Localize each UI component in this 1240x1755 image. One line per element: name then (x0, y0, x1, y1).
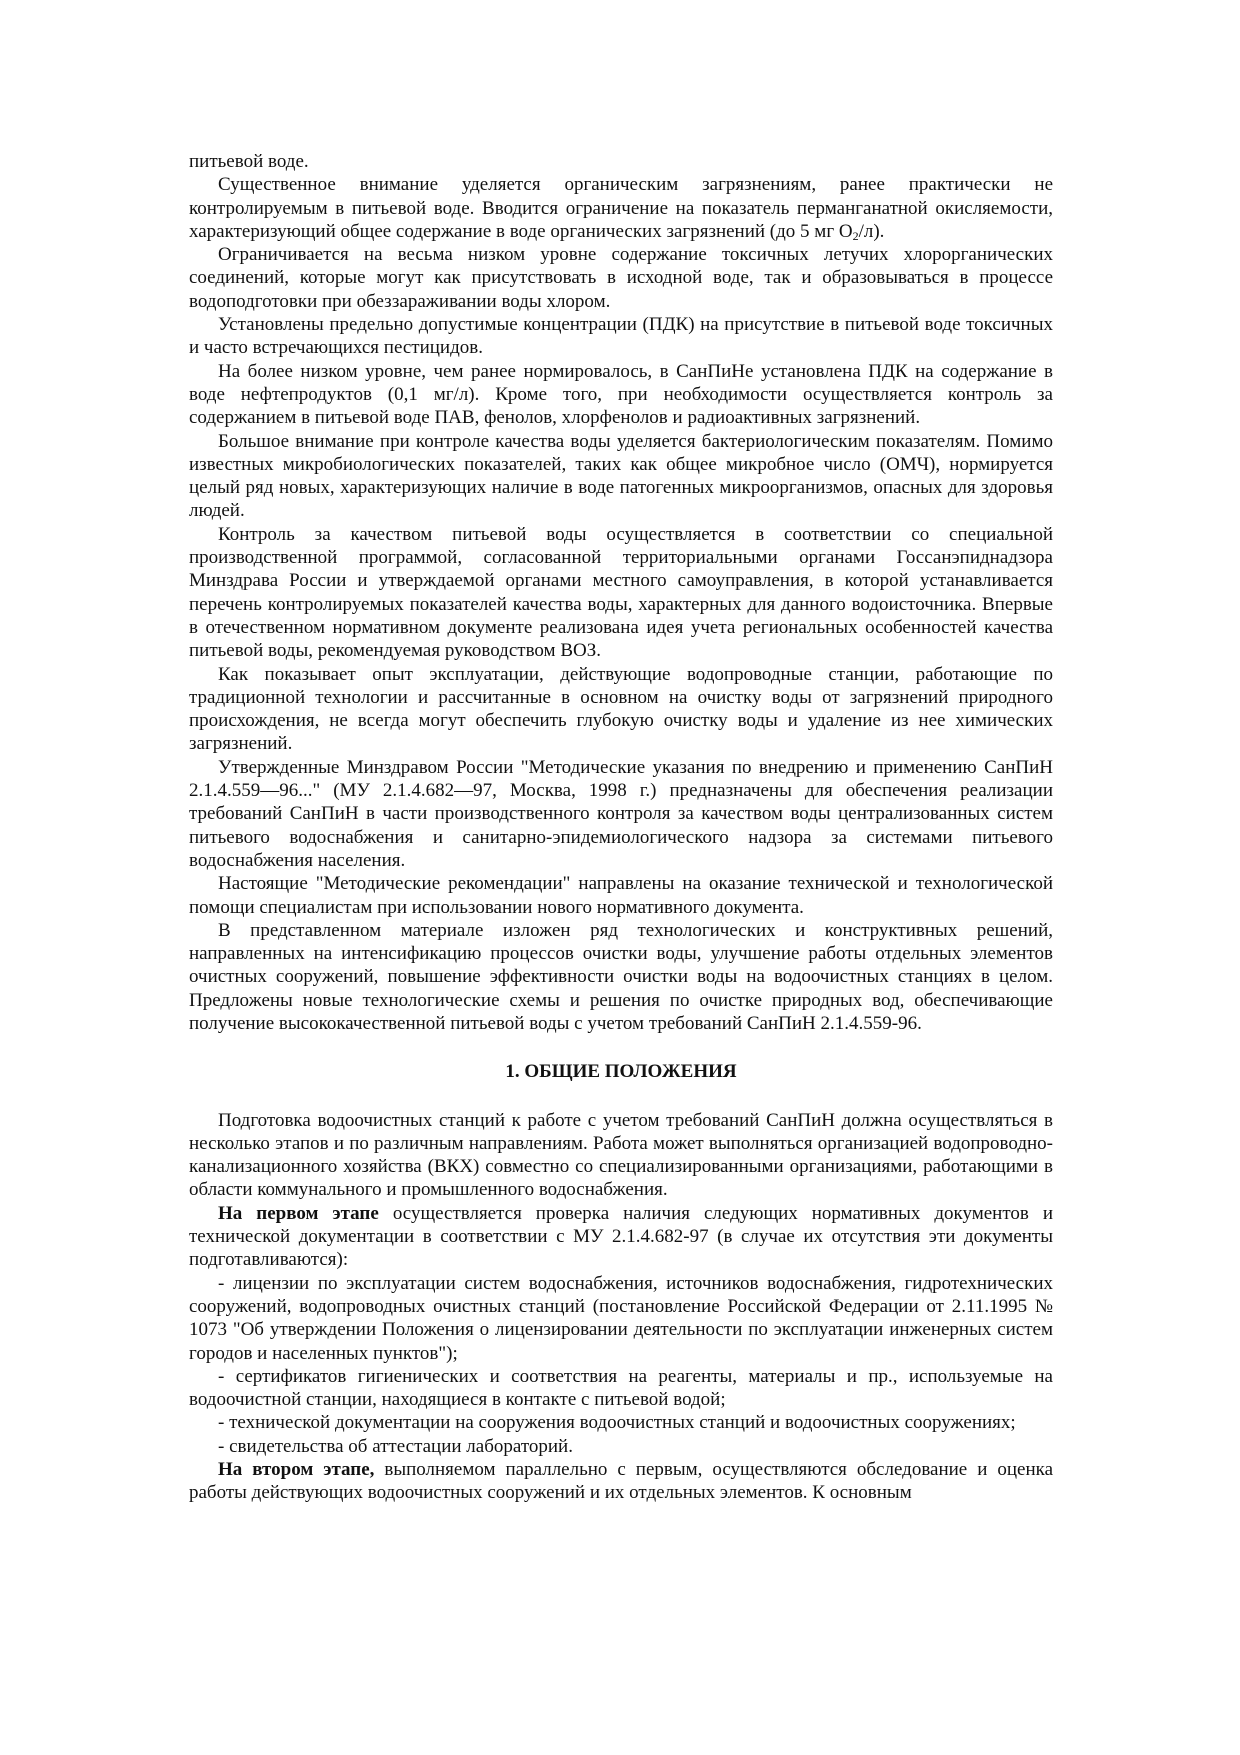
paragraph-text: осуществляется проверка наличия следующих нормативных документов и технической документации в соответствии с МУ 2.1.4.682-97 (в случае их отсутствия эти документы подготавливаются): (189, 1202, 1054, 1271)
paragraph: На более низком уровне, чем ранее нормировалось, в СанПиНе установлена ПДК на содержание в воде нефтепродуктов (0,1 мг/л). Кроме того, при необходимости осуществляется контроль за содержанием в питьевой воде ПАВ, фенолов, хлорфенолов и радиоактивных загрязнений. (189, 360, 1053, 429)
bold-lead: На первом этапе (218, 1202, 379, 1224)
paragraph: Ограничивается на весьма низком уровне содержание токсичных летучих хлорорганических соединений, которые могут как присутствовать в исходной воде, так и образовываться в процессе водоподготовки при обеззараживании воды хлором. (189, 244, 1053, 312)
section-heading: 1. ОБЩИЕ ПОЛОЖЕНИЯ (505, 1061, 737, 1083)
paragraph: Контроль за качеством питьевой воды осуществляется в соответствии со специальной производственной программой, согласованной территориальными органами Госсанэпиднадзора Минздрава России и утверждаемой органами местного самоуправления, в которой устанавливается перечень контролируемых показателей качества воды, характерных для данного водоисточника. Впервые в отечественном нормативном документе реализована идея учета региональных особенностей качества питьевой воды, рекомендуемая руководством ВОЗ. (189, 523, 1053, 662)
paragraph: Настоящие "Методические рекомендации" направлены на оказание технической и технологической помощи специалистам при использовании нового нормативного документа. (189, 873, 1053, 918)
paragraph: Утвержденные Минздравом России "Методические указания по внедрению и применению СанПиН 2.1.4.559—96..." (МУ 2.1.4.682—97, Москва, 1998 г.) предназначены для обеспечения реализации требований СанПиН в части производственного контроля за качеством воды централизованных систем питьевого водоснабжения и санитарно-эпидемиологического надзора за системами питьевого водоснабжения населения. (189, 756, 1053, 871)
bold-lead: На втором этапе, (218, 1459, 375, 1481)
paragraph-text: выполняемом параллельно с первым, осуществляются обследование и оценка работы действующих водоочистных сооружений и их отдельных элементов. К основным (189, 1459, 1053, 1504)
subscript: 2 (852, 228, 859, 243)
paragraph-text: Существенное внимание уделяется органическим загрязнениям, ранее практически не контролируемым в питьевой воде. Вводится ограничение на показатель перманганатной окисляемости, характеризующий общее содержание в воде органических загрязнений (до 5 мг O (189, 174, 1053, 242)
list-item: - технической документации на сооружения водоочистных станций и водоочистных сооружениях; (218, 1412, 1016, 1434)
list-item: - свидетельства об аттестации лабораторий. (218, 1435, 573, 1457)
paragraph-text: /л). (858, 220, 885, 242)
paragraph: В представленном материале изложен ряд технологических и конструктивных решений, направленных на интенсификацию процессов очистки воды, улучшение работы отдельных элементов очистных сооружений, повышение эффективности очистки воды на водоочистных станциях в целом. Предложены новые технологические схемы и решения по очистке природных вод, обеспечивающие получение высококачественной питьевой воды с учетом требований СанПиН 2.1.4.559-96. (189, 919, 1053, 1034)
paragraph: Как показывает опыт эксплуатации, действующие водопроводные станции, работающие по традиционной технологии и рассчитанные в основном на очистку воды от загрязнений природного происхождения, не всегда могут обеспечить глубокую очистку воды и удаление из нее химических загрязнений. (189, 663, 1053, 755)
paragraph: питьевой воде. (189, 151, 309, 172)
list-item: - сертификатов гигиенических и соответствия на реагенты, материалы и пр., используемые на водоочистной станции, находящиеся в контакте с питьевой водой; (189, 1365, 1053, 1411)
document-page (189, 150, 1053, 1505)
paragraph-organic-pollution (189, 173, 1053, 243)
list-item: - лицензии по эксплуатации систем водоснабжения, источников водоснабжения, гидротехнических сооружений, водопроводных очистных станций (постановление Российской Федерации от 2.11.1995 № 1073 "Об утверждении Положения о лицензировании деятельности по эксплуатации инженерных систем городов и населенных пунктов"); (189, 1272, 1053, 1364)
paragraph-second-stage (189, 1458, 1053, 1505)
paragraph-first-stage (189, 1202, 1053, 1272)
paragraph: Установлены предельно допустимые концентрации (ПДК) на присутствие в питьевой воде токсичных и часто встречающихся пестицидов. (189, 314, 1053, 359)
paragraph: Подготовка водоочистных станций к работе с учетом требований СанПиН должна осуществляться в несколько этапов и по различным направлениям. Работа может выполняться организацией водопроводно-канализационного хозяйства (ВКХ) совместно со специализированными организациями, работающими в области коммунального и промышленного водоснабжения. (189, 1109, 1053, 1201)
paragraph: Большое внимание при контроле качества воды уделяется бактериологическим показателям. Помимо известных микробиологических показателей, таких как общее микробное число (ОМЧ), нормируется целый ряд новых, характеризующих наличие в воде патогенных микроорганизмов, опасных для здоровья людей. (189, 430, 1053, 522)
